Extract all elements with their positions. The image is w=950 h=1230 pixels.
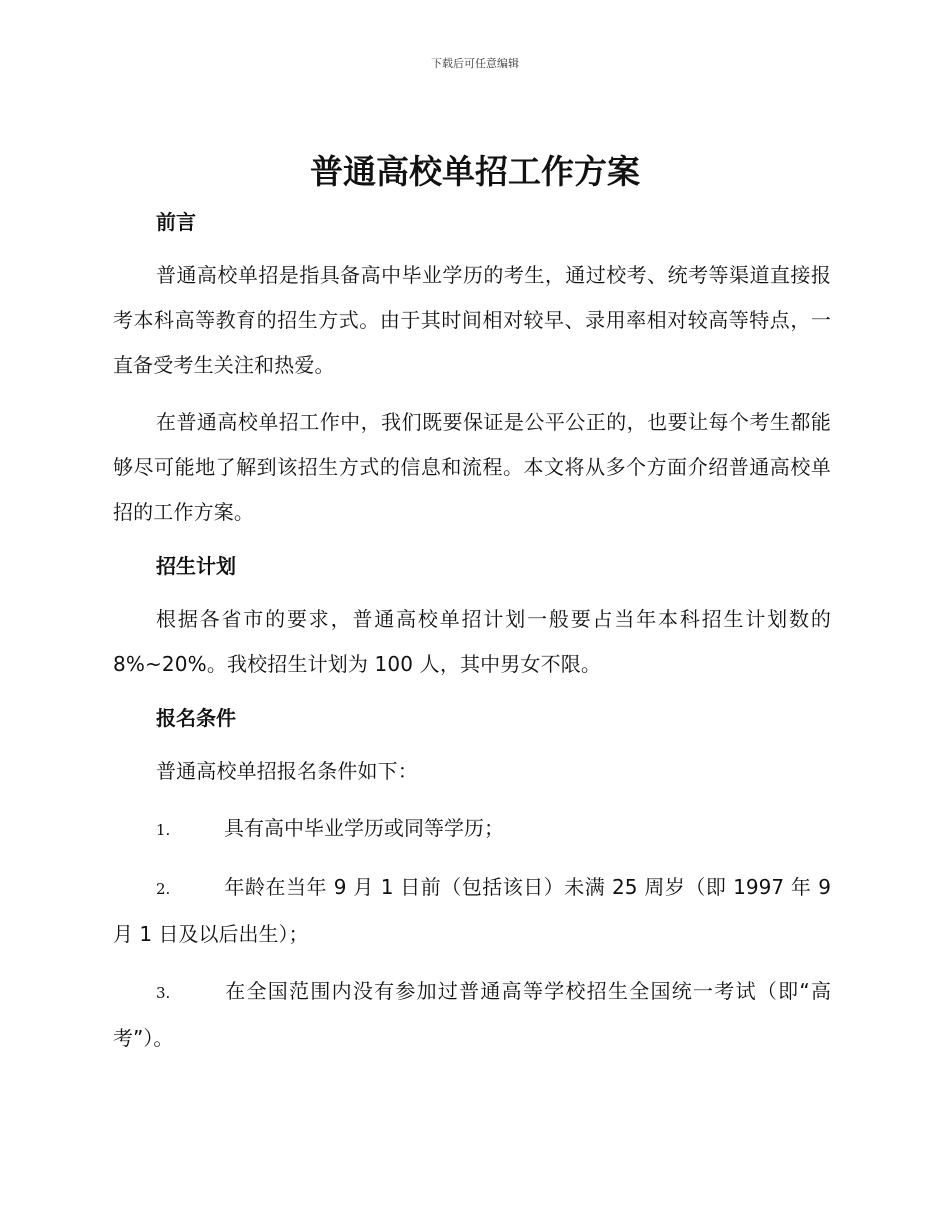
list-item-number: 1. [156,821,171,839]
page-header-note: 下载后可任意编辑 [431,57,519,70]
document-title: 普通高校单招工作方案 [310,152,640,191]
list-item-text: 在全国范围内没有参加过普通高等学校招生全国统一考试（即“高考”）。 [113,979,831,1050]
section-heading-preface: 前言 [156,210,196,234]
conditions-intro: 普通高校单招报名条件如下： [156,759,418,783]
list-item-text: 年龄在当年 9 月 1 日前（包括该日）未满 25 周岁（即 1997 年 9 月 1 日及以后出生）； [113,875,831,946]
list-item-number: 2. [156,880,171,898]
section-heading-conditions: 报名条件 [156,706,236,730]
paragraph: 在普通高校单招工作中，我们既要保证是公平公正的，也要让每个考生都能够尽可能地了解到该招生方式的信息和流程。本文将从多个方面介绍普通高校单招的工作方案。 [113,410,831,524]
list-item-number: 3. [156,984,171,1002]
document-body [113,205,831,1061]
list-item-text: 具有高中毕业学历或同等学历； [224,816,504,840]
paragraph: 普通高校单招是指具备高中毕业学历的考生，通过校考、统考等渠道直接报考本科高等教育的招生方式。由于其时间相对较早、录用率相对较高等特点，一直备受考生关注和热爱。 [113,263,831,377]
list-item [113,969,831,1061]
section-heading-plan: 招生计划 [156,554,236,578]
paragraph: 根据各省市的要求，普通高校单招计划一般要占当年本科招生计划数的8%~20%。我校招生计划为 100 人，其中男女不限。 [113,607,831,676]
list-item [113,865,831,957]
list-item [113,806,831,853]
